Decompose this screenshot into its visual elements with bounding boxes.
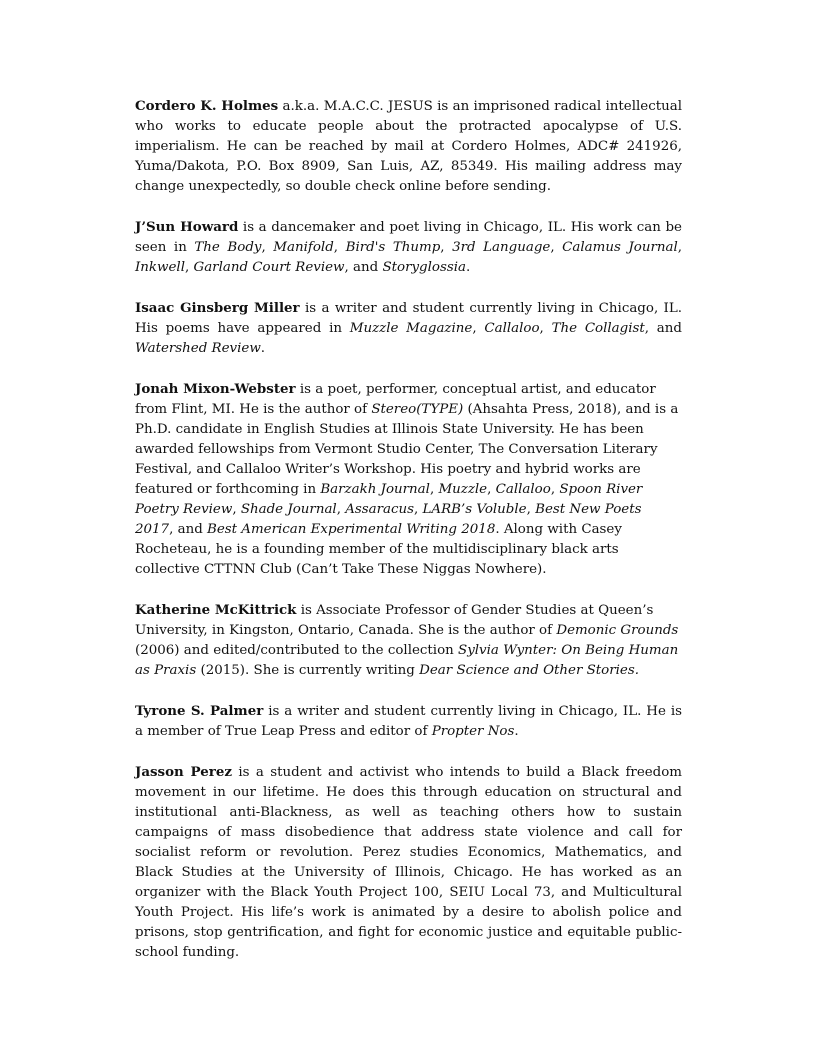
publication-title: Garland Court Review: [193, 260, 345, 275]
publication-title: Spoon River Poetry Review: [135, 482, 643, 517]
bio-text: is a writer and student currently living in Chicago, IL. His poems have appeared in: [135, 301, 682, 336]
publication-title: Bird's Thump: [345, 240, 441, 255]
bio-text: ,: [677, 240, 683, 255]
publication-title: Watershed Review: [135, 341, 261, 356]
contributor-bios: [135, 96, 682, 983]
publication-title: Muzzle: [438, 482, 488, 497]
publication-title: 3rd Language: [452, 240, 551, 255]
publication-title: Dear Science and Other Stories.: [419, 663, 639, 678]
bio-cordero-holmes: [135, 96, 682, 197]
publication-title: Storyglossia: [382, 260, 466, 275]
publication-title: The Body: [194, 240, 262, 255]
bio-jonah-mixon-webster: [135, 379, 682, 580]
publication-title: Demonic Grounds: [556, 623, 679, 638]
bio-text: . Along with Casey Rocheteau, he is a founding member of the multidisciplinary black arts collective CTTNN Club (Can’t Take These Niggas Nowhere).: [135, 522, 622, 577]
bio-jasson-perez: [135, 762, 682, 963]
bio-text: ,: [184, 260, 194, 275]
bio-text: ,: [487, 482, 496, 497]
bio-text: ,: [232, 502, 241, 517]
bio-name: Cordero K. Holmes: [135, 98, 279, 114]
bio-text: , and: [644, 321, 682, 336]
bio-text: ,: [440, 240, 453, 255]
bio-name: Isaac Ginsberg Miller: [135, 300, 300, 316]
bio-text: ,: [539, 321, 552, 336]
publication-title: Shade Journal: [240, 502, 337, 517]
bio-text: ,: [414, 502, 423, 517]
publication-title: Sylvia Wynter: On Being Human as Praxis: [135, 643, 679, 678]
bio-name: Tyrone S. Palmer: [135, 703, 264, 719]
publication-title: Stereo(TYPE): [371, 402, 464, 417]
bio-text: a.k.a. M.A.C.C. JESUS is an imprisoned radical intellectual who works to educate people about the protracted apocalypse of U.S. imperialism. He can be reached by mail at Cordero Holmes, ADC# 241926, Yuma/Dakota, P.O. Box 8909, San Luis, AZ, 85349. His mailing address may change unexpectedly, so double check online before sending.: [135, 99, 682, 194]
bio-text: ,: [429, 482, 439, 497]
bio-text: is a student and activist who intends to build a Black freedom movement in our lifetime. He does this through education on structural and institutional anti-Blackness, as well as teaching others how to sustain campaigns of mass disobedience that address state violence and call for socialist reform or revolution. Perez studies Economics, Mathematics, and Black Studies at the University of Illinois, Chicago. He has worked as an organizer with the Black Youth Project 100, SEIU Local 73, and Multicultural Youth Project. His life’s work is animated by a desire to abolish police and prisons, stop gentrification, and fight for economic justice and equitable public-school funding.: [135, 765, 683, 960]
publication-title: Muzzle Magazine: [349, 321, 473, 336]
publication-title: Propter Nos: [431, 724, 515, 739]
bio-text: ,: [472, 321, 485, 336]
bio-name: Katherine McKittrick: [135, 602, 297, 618]
bio-text: (2006) and edited/contributed to the collection: [135, 643, 459, 658]
bio-text: (2015). She is currently writing: [196, 663, 420, 678]
bio-text: .: [260, 341, 266, 356]
bio-text: is a writer and student currently living in Chicago, IL. He is a member of True Leap Press and editor of: [135, 704, 682, 739]
publication-title: Assaracus: [345, 502, 415, 517]
bio-name: J’Sun Howard: [135, 219, 239, 235]
bio-isaac-ginsberg-miller: [135, 298, 682, 359]
bio-name: Jonah Mixon-Webster: [135, 381, 296, 397]
publication-title: Best American Experimental Writing 2018: [207, 522, 496, 537]
bio-text: ,: [550, 482, 560, 497]
publication-title: Callaloo: [484, 321, 540, 336]
publication-title: Calamus Journal: [562, 240, 678, 255]
publication-title: Callaloo: [495, 482, 551, 497]
bio-text: .: [465, 260, 471, 275]
bio-tyrone-palmer: [135, 701, 682, 742]
bio-text: is a dancemaker and poet living in Chicago, IL. His work can be seen in: [135, 220, 682, 255]
bio-text: , and: [344, 260, 383, 275]
bio-text: is a poet, performer, conceptual artist, and educator from Flint, MI. He is the author of: [135, 382, 656, 417]
bio-jsun-howard: [135, 217, 682, 278]
bio-text: is Associate Professor of Gender Studies at Queen’s University, in Kingston, Ontario, Canada. She is the author of: [135, 603, 654, 638]
publication-title: Manifold: [273, 240, 334, 255]
publication-title: Inkwell: [135, 260, 185, 275]
publication-title: Barzakh Journal: [320, 482, 430, 497]
bio-text: (Ahsahta Press, 2018), and is a Ph.D. candidate in English Studies at Illinois State University. He has been awarded fellowships from Vermont Studio Center, The Conversation Literary Festival, and Callaloo Writer’s Workshop. His poetry and hybrid works are featured or forthcoming in: [135, 402, 679, 497]
bio-text: , and: [169, 522, 208, 537]
publication-title: The Collagist: [551, 321, 645, 336]
bio-text: .: [514, 724, 519, 739]
bio-name: Jasson Perez: [135, 764, 232, 780]
bio-text: ,: [336, 502, 346, 517]
bio-text: ,: [550, 240, 563, 255]
publication-title: Best New Poets 2017: [135, 502, 642, 537]
publication-title: LARB’s Voluble: [422, 502, 527, 517]
bio-text: ,: [261, 240, 274, 255]
bio-katherine-mckittrick: [135, 600, 682, 681]
bio-text: ,: [526, 502, 536, 517]
bio-text: ,: [333, 240, 346, 255]
